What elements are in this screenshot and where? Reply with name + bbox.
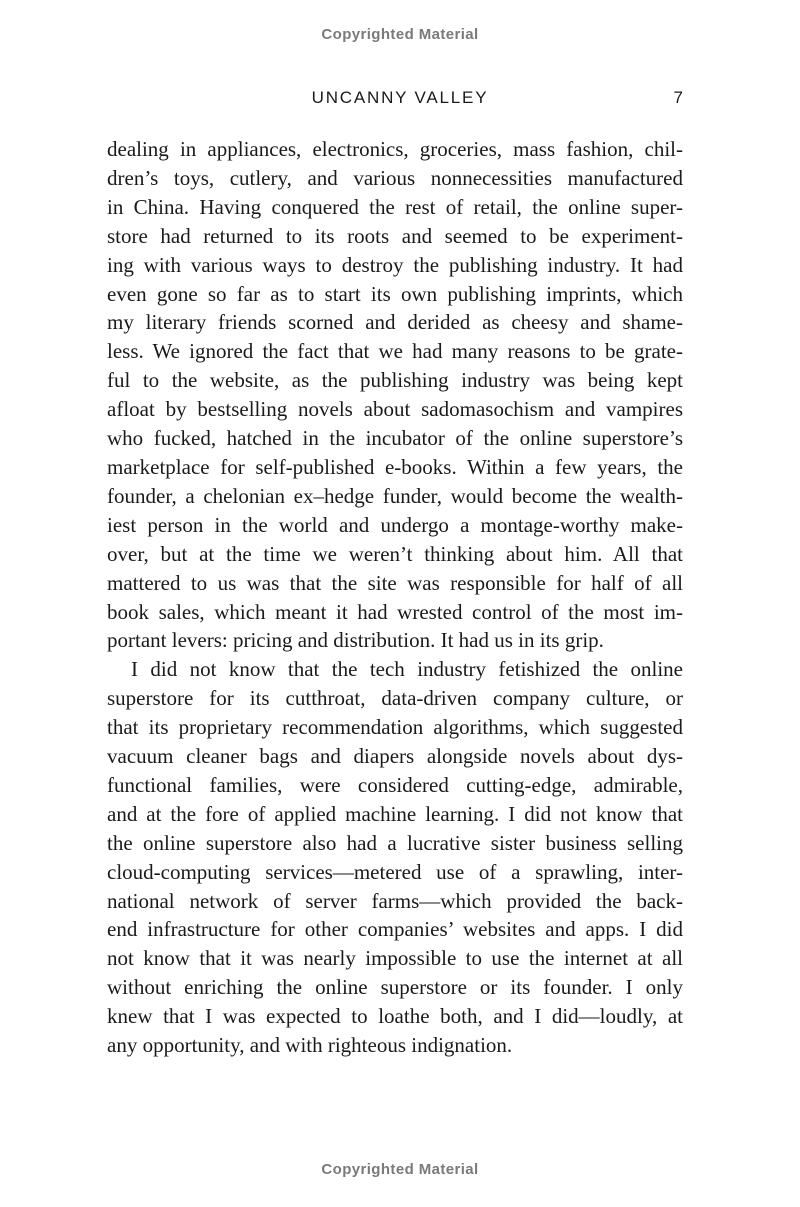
- text-line: portant levers: pricing and distribution. It had us in its grip.: [107, 628, 604, 653]
- text-line: vacuum cleaner bags and diapers alongside novels about dys-: [107, 744, 683, 769]
- text-line: store had returned to its roots and seemed to be experiment-: [107, 223, 683, 248]
- text-line: who fucked, hatched in the incubator of the online superstore’s: [107, 426, 683, 451]
- page-body: [107, 135, 683, 1060]
- text-line: I did not know that the tech industry fetishized the online: [131, 657, 683, 682]
- text-line: cloud-computing services—metered use of a sprawling, inter-: [107, 859, 683, 884]
- text-line: without enriching the online superstore or its founder. I only: [107, 975, 683, 1000]
- text-line: dren’s toys, cutlery, and various nonnecessities manufactured: [107, 165, 683, 190]
- text-line: superstore for its cutthroat, data-driven company culture, or: [107, 686, 683, 711]
- copyright-notice-top: Copyrighted Material: [321, 26, 479, 43]
- text-line: the online superstore also had a lucrative sister business selling: [107, 830, 683, 855]
- text-line: book sales, which meant it had wrested control of the most im-: [107, 599, 683, 624]
- text-line: not know that it was nearly impossible to use the internet at all: [107, 946, 683, 971]
- text-line: functional families, were considered cutting-edge, admirable,: [107, 772, 683, 797]
- text-line: founder, a chelonian ex–hedge funder, would become the wealth-: [107, 483, 683, 508]
- running-head: [0, 88, 800, 108]
- text-line: marketplace for self-published e-books. Within a few years, the: [107, 454, 683, 479]
- text-line: ful to the website, as the publishing industry was being kept: [107, 368, 683, 393]
- text-line: over, but at the time we weren’t thinking about him. All that: [107, 541, 683, 566]
- text-line: end infrastructure for other companies’ websites and apps. I did: [107, 917, 683, 942]
- text-line: national network of server farms—which provided the back-: [107, 888, 683, 913]
- text-line: in China. Having conquered the rest of retail, the online super-: [107, 194, 683, 219]
- text-line: afloat by bestselling novels about sadomasochism and vampires: [107, 397, 683, 422]
- page-number: 7: [673, 88, 683, 107]
- text-line: iest person in the world and undergo a montage-worthy make-: [107, 512, 683, 537]
- text-line: dealing in appliances, electronics, groceries, mass fashion, chil-: [107, 137, 683, 161]
- copyright-notice-bottom: Copyrighted Material: [321, 1161, 479, 1178]
- text-line: any opportunity, and with righteous indignation.: [107, 1033, 513, 1058]
- text-line: less. We ignored the fact that we had many reasons to be grate-: [107, 339, 683, 364]
- text-line: ing with various ways to destroy the publishing industry. It had: [107, 252, 683, 277]
- text-line: even gone so far as to start its own publishing imprints, which: [107, 281, 683, 306]
- running-title: UNCANNY VALLEY: [311, 88, 489, 107]
- text-line: that its proprietary recommendation algorithms, which suggested: [107, 715, 683, 740]
- text-line: and at the fore of applied machine learning. I did not know that: [107, 801, 683, 826]
- text-line: my literary friends scorned and derided as cheesy and shame-: [107, 310, 683, 335]
- text-line: mattered to us was that the site was responsible for half of all: [107, 570, 683, 595]
- text-line: knew that I was expected to loathe both, and I did—loudly, at: [107, 1004, 683, 1029]
